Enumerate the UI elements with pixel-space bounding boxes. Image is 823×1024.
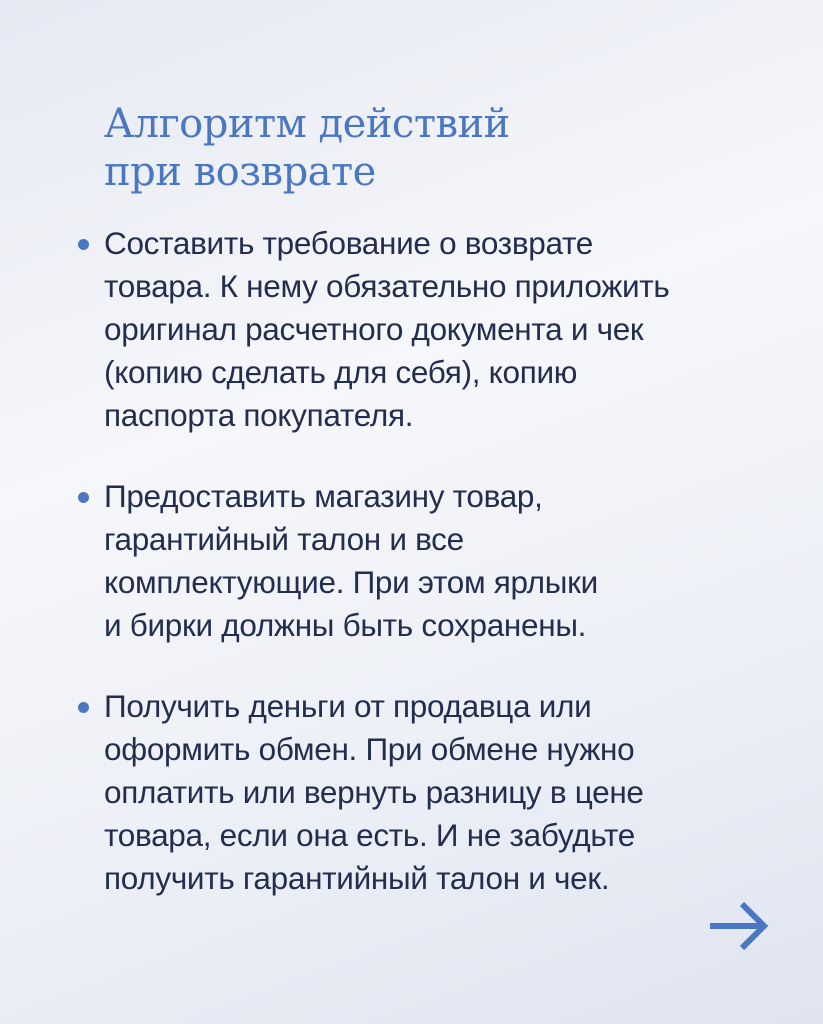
title-line: Алгоритм действий [104,101,510,147]
arrow-right-icon[interactable] [704,896,774,956]
text-line: комплектующие. При этом ярлыки [104,564,598,600]
text-line: и бирки должны быть сохранены. [104,607,587,643]
text-line: оригинал расчетного документа и чек [104,311,644,347]
bullet-icon [78,492,89,503]
list-item [76,685,776,900]
text-line: (копию сделать для себя), копию [104,354,578,390]
text-line: паспорта покупателя. [104,397,414,433]
list-item [76,222,776,437]
step-text [104,475,776,647]
steps-list [76,222,776,938]
text-line: оплатить или вернуть разницу в цене [104,774,644,810]
text-line: получить гарантийный талон и чек. [104,860,610,896]
text-line: Составить требование о возврате [104,225,593,261]
text-line: гарантийный талон и все [104,521,464,557]
text-line: товара. К нему обязательно приложить [104,268,670,304]
text-line: товара, если она есть. И не забудьте [104,817,636,853]
step-text [104,685,776,900]
text-line: Предоставить магазину товар, [104,478,543,514]
list-item [76,475,776,647]
page-title [104,100,764,196]
bullet-icon [78,239,89,250]
bullet-icon [78,702,89,713]
title-line: при возврате [104,149,376,195]
text-line: Получить деньги от продавца или [104,688,592,724]
text-line: оформить обмен. При обмене нужно [104,731,635,767]
step-text [104,222,776,437]
